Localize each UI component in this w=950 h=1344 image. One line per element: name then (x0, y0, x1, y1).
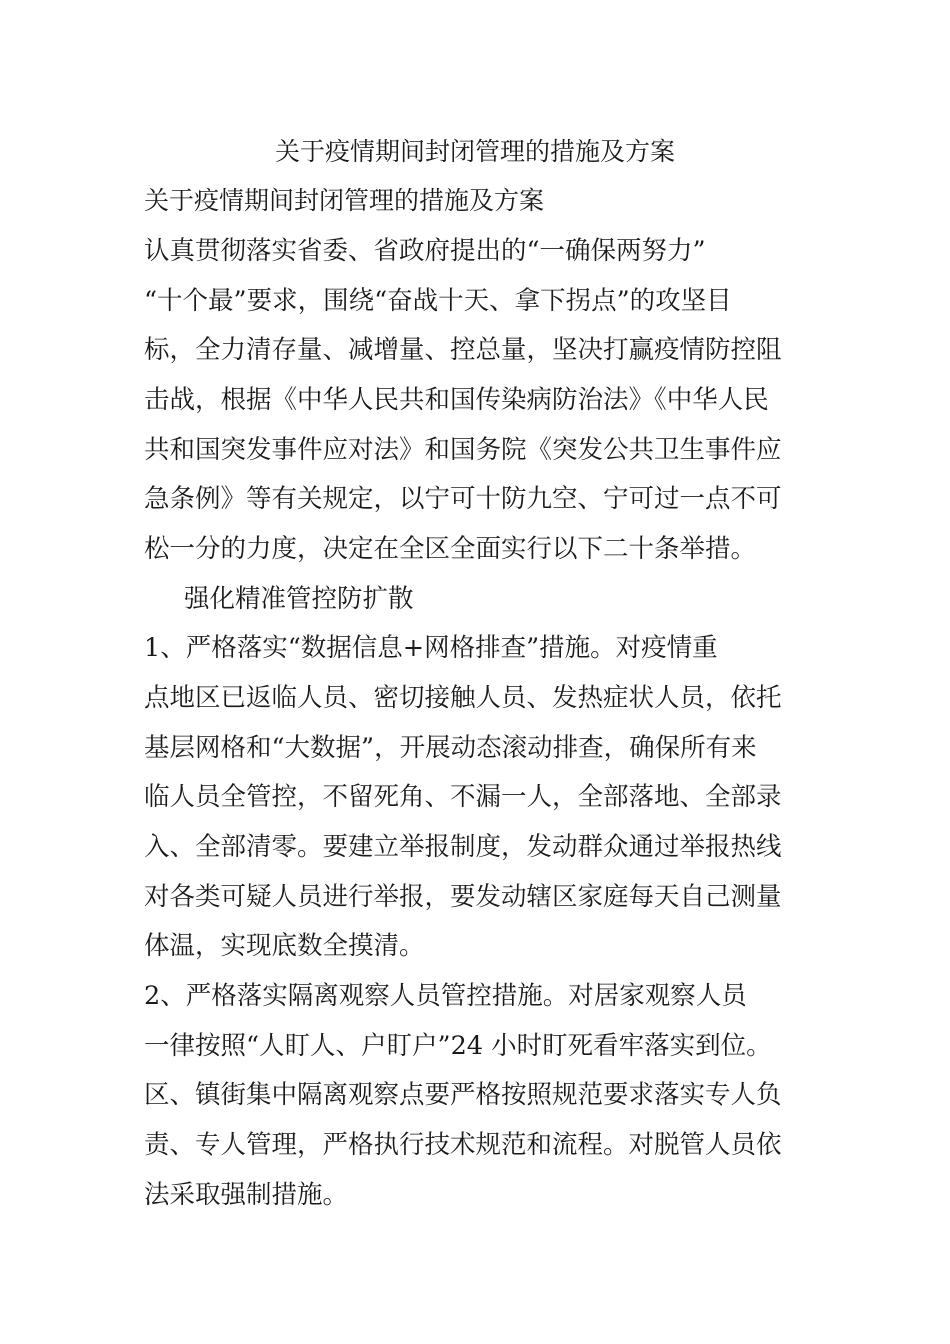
paragraph-line: 认真贯彻落实省委、省政府提出的“一确保两努力” (144, 236, 706, 266)
section-heading: 强化精准管控防扩散 (184, 584, 414, 614)
paragraph-line: 共和国突发事件应对法》和国务院《突发公共卫生事件应 (144, 435, 782, 465)
paragraph-line: 击战，根据《中华人民共和国传染病防治法》《中华人民 (144, 385, 769, 415)
paragraph-line: “十个最”要求，围绕“奋战十天、拿下拐点”的攻坚目 (144, 286, 732, 316)
paragraph-line: 临人员全管控，不留死角、不漏一人，全部落地、全部录 (144, 782, 782, 812)
paragraph-line: 1、严格落实“数据信息+网格排查”措施。对疫情重 (144, 633, 718, 663)
document-subtitle: 关于疫情期间封闭管理的措施及方案 (144, 186, 545, 215)
paragraph-line: 基层网格和“大数据”，开展动态滚动排查，确保所有来 (144, 733, 757, 763)
paragraph-line: 体温，实现底数全摸清。 (144, 931, 425, 961)
paragraph-line: 急条例》等有关规定，以宁可十防九空、宁可过一点不可 (144, 484, 782, 514)
paragraph-line: 法采取强制措施。 (144, 1180, 349, 1210)
paragraph-line: 点地区已返临人员、密切接触人员、发热症状人员，依托 (144, 683, 782, 713)
paragraph-line: 2、严格落实隔离观察人员管控措施。对居家观察人员 (144, 981, 747, 1011)
paragraph-line: 标，全力清存量、减增量、控总量，坚决打赢疫情防控阻 (144, 335, 782, 365)
paragraph-line: 对各类可疑人员进行举报，要发动辖区家庭每天自己测量 (144, 882, 782, 912)
paragraph-line: 入、全部清零。要建立举报制度，发动群众通过举报热线 (144, 832, 782, 862)
paragraph-line: 区、镇街集中隔离观察点要严格按照规范要求落实专人负 (144, 1080, 782, 1110)
paragraph-line: 一律按照“人盯人、户盯户”24 小时盯死看牢落实到位。 (144, 1031, 772, 1061)
document-title: 关于疫情期间封闭管理的措施及方案 (274, 137, 675, 166)
paragraph-line: 责、专人管理，严格执行技术规范和流程。对脱管人员依 (144, 1130, 782, 1160)
paragraph-line: 松一分的力度，决定在全区全面实行以下二十条举措。 (144, 534, 757, 564)
